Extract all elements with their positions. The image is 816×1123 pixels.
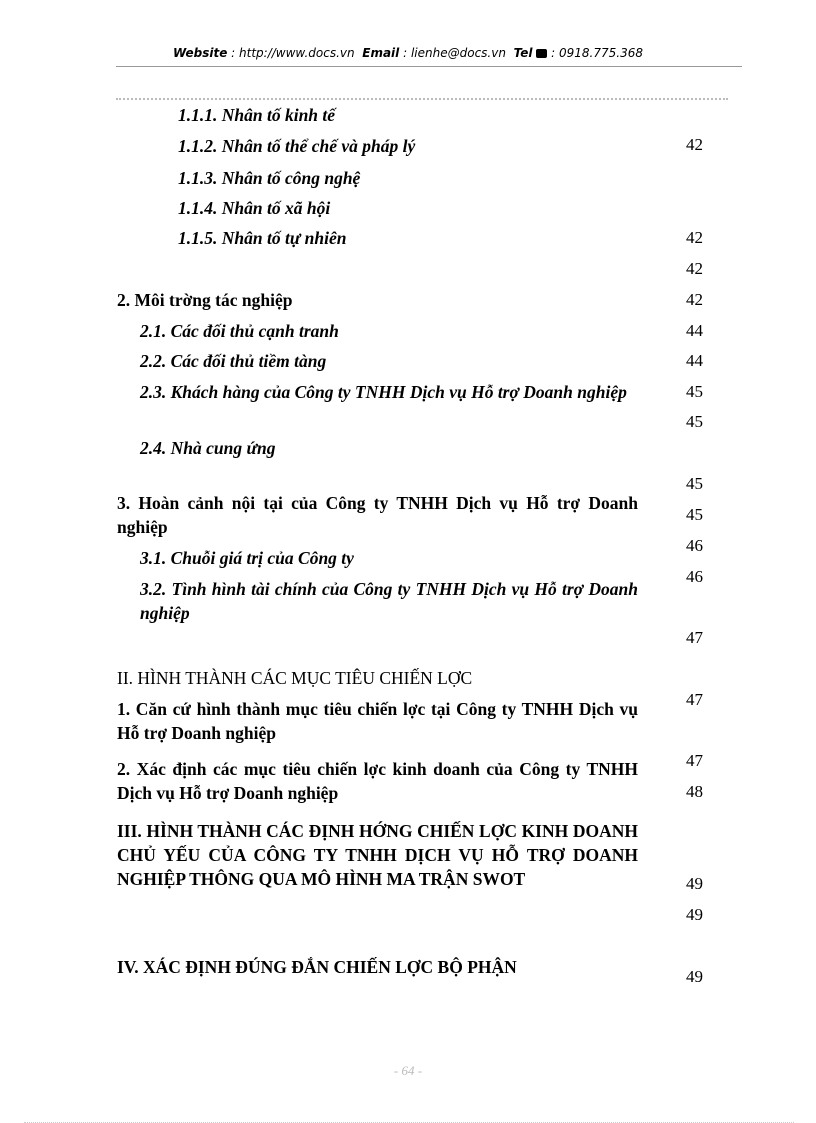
toc-entry: 2.3. Khách hàng của Công ty TNHH Dịch vụ Hỗ trợ Doanh nghiệp — [140, 382, 627, 402]
page-number: 42 — [686, 135, 703, 154]
page-number: 44 — [686, 321, 703, 340]
toc-entry: II. HÌNH THÀNH CÁC MỤC TIÊU CHIẾN LỢC — [117, 668, 473, 688]
toc-entry: IV. XÁC ĐỊNH ĐÚNG ĐẮN CHIẾN LỢC BỘ PHẬN — [117, 957, 517, 977]
page-number: 46 — [686, 536, 703, 555]
page-number: 44 — [686, 351, 703, 370]
email-value[interactable]: : lienhe@docs.vn — [403, 46, 506, 60]
toc-entry: 1. Căn cứ hình thành mục tiêu chiến lợc tại Công ty TNHH Dịch vụ Hỗ trợ Doanh nghiệp — [117, 699, 638, 743]
page-number: 42 — [686, 290, 703, 309]
page-header — [0, 46, 816, 60]
phone-icon — [536, 49, 547, 58]
page-number: 42 — [686, 228, 703, 247]
toc-entry: 2. Xác định các mục tiêu chiến lợc kinh doanh của Công ty TNHH Dịch vụ Hỗ trợ Doanh nghiệp — [117, 759, 638, 803]
page-number: 47 — [686, 628, 703, 647]
toc-entry: III. HÌNH THÀNH CÁC ĐỊNH HỚNG CHIẾN LỢC KINH DOANH CHỦ YẾU CỦA CÔNG TY TNHH DỊCH VỤ HỖ TRỢ DOANH NGHIỆP THÔNG QUA MÔ HÌNH MA TRẬN SWOT — [117, 821, 638, 889]
page-number: 45 — [686, 474, 703, 493]
page-number: 49 — [686, 967, 703, 986]
toc-entry: 3. Hoàn cảnh nội tại của Công ty TNHH Dịch vụ Hỗ trợ Doanh nghiệp — [117, 493, 638, 537]
tel-value: : 0918.775.368 — [551, 46, 643, 60]
toc-entry: 1.1.4. Nhân tố xã hội — [178, 198, 331, 218]
dotted-divider — [116, 98, 728, 100]
page-number: 46 — [686, 567, 703, 586]
website-label: Website — [173, 46, 228, 60]
page-number: 48 — [686, 782, 703, 801]
page-number: 45 — [686, 412, 703, 431]
page-number: 47 — [686, 690, 703, 709]
page-number: 47 — [686, 751, 703, 770]
toc-entry: 2. Môi trờng tác nghiệp — [117, 290, 293, 310]
page-number: 45 — [686, 382, 703, 401]
page-number: 49 — [686, 905, 703, 924]
toc-entry: 2.4. Nhà cung ứng — [140, 438, 276, 458]
toc-entry: 1.1.1. Nhân tố kinh tế — [178, 105, 336, 125]
email-label: Email — [362, 46, 400, 60]
toc-entry: 2.2. Các đối thủ tiềm tàng — [140, 351, 327, 371]
page-number: 42 — [686, 259, 703, 278]
toc-entry: 2.1. Các đối thủ cạnh tranh — [140, 321, 339, 341]
website-value[interactable]: : http://www.docs.vn — [231, 46, 355, 60]
toc-entry: 1.1.3. Nhân tố công nghệ — [178, 168, 361, 188]
tel-label: Tel — [513, 46, 533, 60]
toc-entry: 3.1. Chuỗi giá trị của Công ty — [140, 548, 354, 568]
toc-entry: 1.1.2. Nhân tố thể chế và pháp lý — [178, 136, 416, 156]
toc-entry: 3.2. Tình hình tài chính của Công ty TNHH Dịch vụ Hỗ trợ Doanh nghiệp — [140, 579, 638, 623]
toc-entry: 1.1.5. Nhân tố tự nhiên — [178, 228, 347, 248]
header-divider — [116, 66, 742, 67]
page-footer-mark: - 64 - — [393, 1063, 423, 1078]
page-number: 45 — [686, 505, 703, 524]
page-number: 49 — [686, 874, 703, 893]
